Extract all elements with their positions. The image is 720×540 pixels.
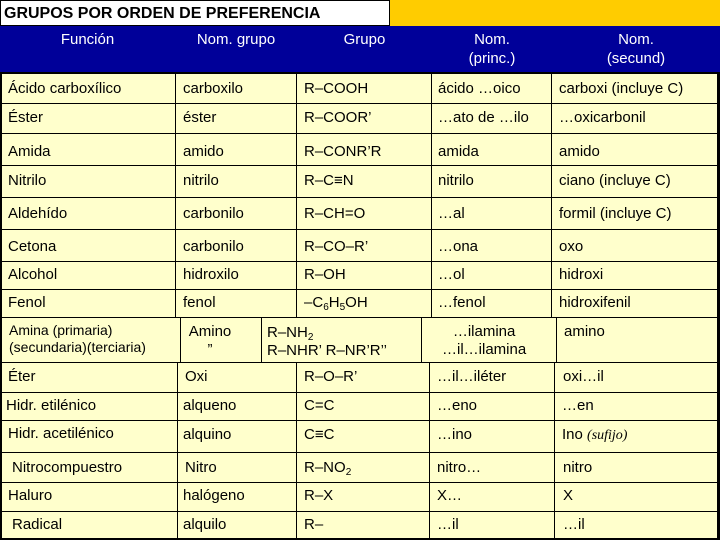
row-divider (0, 133, 720, 134)
cell-nom-grupo: alquilo (183, 516, 227, 533)
cell-funcion: Fenol (8, 294, 46, 311)
header-grupo: Grupo (343, 31, 386, 48)
col-divider (429, 362, 430, 538)
cell-grupo: R–COOH (304, 80, 369, 97)
header-nom-secund-line1: Nom. (618, 31, 654, 48)
cell-funcion: Éster (8, 109, 44, 126)
col-divider (296, 362, 297, 538)
cell-nom-secund: …il (563, 516, 585, 533)
col-divider (554, 362, 555, 538)
cell-nom-princ: amida (438, 143, 479, 160)
cell-grupo: R–C≡N (304, 172, 354, 189)
cell-funcion: Amida (8, 143, 51, 160)
cell-nom-grupo: hidroxilo (183, 266, 239, 283)
cell-funcion: Cetona (8, 238, 57, 255)
header-nom-grupo: Nom. grupo (196, 31, 276, 48)
cell-nom-secund: nitro (563, 459, 593, 476)
cell-grupo-subscript: 2 (345, 467, 352, 478)
cell-nom-princ: …il (437, 516, 459, 533)
cell-nom-secund: carboxi (incluye C) (559, 80, 684, 97)
row-divider (0, 165, 720, 166)
cell-nom-princ: nitrilo (438, 172, 474, 189)
cell-nom-grupo: halógeno (183, 487, 245, 504)
cell-nom-grupo-line2: ” (207, 341, 213, 358)
cell-grupo: R– (304, 516, 324, 533)
row-divider (0, 261, 720, 262)
cell-nom-secund: amino (564, 323, 605, 340)
cell-grupo: R–OH (304, 266, 346, 283)
cell-nom-princ: …ino (437, 426, 473, 443)
cell-nom-princ-line2: …il…ilamina (442, 341, 527, 358)
cell-nom-princ: nitro… (437, 459, 482, 476)
cell-nom-secund: …oxicarbonil (559, 109, 646, 126)
cell-funcion-line1: Amina (primaria) (9, 322, 113, 338)
cell-grupo-line1 (267, 324, 387, 342)
cell-grupo: R–CH=O (304, 205, 366, 222)
cell-grupo: R–CONR’R (304, 143, 382, 160)
cell-nom-secund: X (563, 487, 574, 504)
cell-nom-grupo (188, 323, 232, 359)
cell-grupo-subscript: 2 (307, 332, 314, 343)
cell-funcion: Alcohol (8, 266, 58, 283)
cell-funcion (9, 322, 146, 356)
cell-nom-secund: formil (incluye C) (559, 205, 672, 222)
row-divider (0, 103, 720, 104)
cell-nom-secund: oxi…il (563, 368, 604, 385)
row-divider (0, 482, 720, 483)
cell-nom-secund (562, 426, 627, 445)
cell-grupo (267, 324, 387, 360)
cell-grupo: R–COOR’ (304, 109, 372, 126)
cell-funcion: Éter (8, 368, 36, 385)
col-divider (0, 72, 2, 540)
cell-grupo: C=C (304, 397, 335, 414)
cell-funcion: Haluro (8, 487, 53, 504)
cell-nom-princ: X… (437, 487, 463, 504)
cell-nom-secund: hidroxifenil (559, 294, 631, 311)
cell-nom-grupo: Nitro (185, 459, 217, 476)
cell-nom-grupo-line1: Amino (188, 323, 232, 340)
col-divider (296, 72, 297, 317)
cell-nom-secund: hidroxi (559, 266, 604, 283)
header-nom-princ-line1: Nom. (474, 31, 510, 48)
cell-nom-secund: oxo (559, 238, 584, 255)
cell-funcion: Aldehído (8, 205, 68, 222)
col-divider (556, 317, 557, 362)
cell-nom-princ: …al (438, 205, 465, 222)
cell-nom-secund: ciano (incluye C) (559, 172, 671, 189)
cell-nom-grupo: alquino (183, 426, 232, 443)
page-title: GRUPOS POR ORDEN DE PREFERENCIA (0, 0, 390, 26)
col-divider (175, 72, 176, 317)
row-divider (0, 229, 720, 230)
cell-nom-grupo: carboxilo (183, 80, 244, 97)
cell-nom-secund: …en (562, 397, 594, 414)
cell-grupo-part: R–NH (267, 324, 308, 341)
row-divider (0, 317, 720, 318)
cell-grupo-part: OH (345, 294, 368, 311)
cell-grupo-part: R–NO (304, 459, 346, 476)
header-funcion: Función (60, 31, 115, 48)
header-nom-princ-line2: (princ.) (468, 50, 516, 67)
cell-nom-grupo: carbonilo (183, 205, 244, 222)
row-divider (0, 511, 720, 512)
cell-nom-princ: …il…iléter (437, 368, 507, 385)
cell-grupo: R–CO–R’ (304, 238, 369, 255)
header-nom-princ (432, 30, 552, 68)
cell-funcion: Nitrocompuestro (12, 459, 123, 476)
cell-grupo-subscript: 5 (339, 302, 346, 313)
cell-nom-grupo: carbonilo (183, 238, 244, 255)
cell-grupo: R–X (304, 487, 334, 504)
row-divider (0, 420, 720, 421)
cell-funcion: Hidr. etilénico (6, 397, 97, 414)
cell-nom-princ: …eno (437, 397, 478, 414)
cell-grupo-subscript: 6 (323, 302, 329, 313)
col-divider (421, 317, 422, 362)
cell-nom-princ: ácido …oico (438, 80, 521, 97)
cell-grupo-part: –C (304, 294, 324, 311)
cell-funcion: Nitrilo (8, 172, 47, 189)
cell-nom-grupo: éster (183, 109, 217, 126)
cell-nom-secund-suffix: (sufijo) (587, 428, 628, 443)
cell-nom-grupo: nitrilo (183, 172, 219, 189)
cell-grupo (304, 459, 351, 477)
header-nom-secund (552, 30, 720, 68)
cell-funcion: Ácido carboxílico (8, 80, 122, 97)
row-divider (0, 72, 720, 74)
cell-grupo-line2: R–NHR’ R–NR’R’’ (267, 342, 388, 359)
cell-nom-grupo: amido (183, 143, 224, 160)
cell-nom-grupo: alqueno (183, 397, 237, 414)
cell-grupo: C≡C (304, 426, 335, 443)
cell-nom-secund: amido (559, 143, 600, 160)
col-divider (177, 362, 178, 538)
row-divider (0, 362, 720, 363)
cell-funcion: Radical (12, 516, 63, 533)
col-divider (431, 72, 432, 317)
col-divider (261, 317, 262, 362)
cell-funcion-line2: (secundaria)(terciaria) (9, 339, 146, 355)
cell-nom-princ: …ato de …ilo (438, 109, 529, 126)
cell-nom-grupo: Oxi (185, 368, 208, 385)
header-nom-secund-line2: (secund) (606, 50, 666, 67)
cell-nom-princ (442, 323, 526, 359)
cell-nom-princ: …ona (438, 238, 479, 255)
row-divider (0, 197, 720, 198)
col-divider (551, 72, 552, 317)
row-divider (0, 452, 720, 453)
cell-nom-secund-text: Ino (562, 426, 583, 443)
cell-nom-princ-line1: …ilamina (452, 323, 516, 340)
cell-nom-princ: …fenol (438, 294, 486, 311)
row-divider (0, 392, 720, 393)
cell-grupo: R–O–R’ (304, 368, 358, 385)
cell-grupo (304, 294, 368, 312)
col-divider (180, 317, 181, 362)
cell-grupo-part: H (328, 294, 340, 311)
cell-nom-grupo: fenol (183, 294, 216, 311)
cell-funcion: Hidr. acetilénico (8, 425, 114, 442)
table-header (0, 26, 720, 72)
row-divider (0, 289, 720, 290)
cell-nom-princ: …ol (438, 266, 465, 283)
